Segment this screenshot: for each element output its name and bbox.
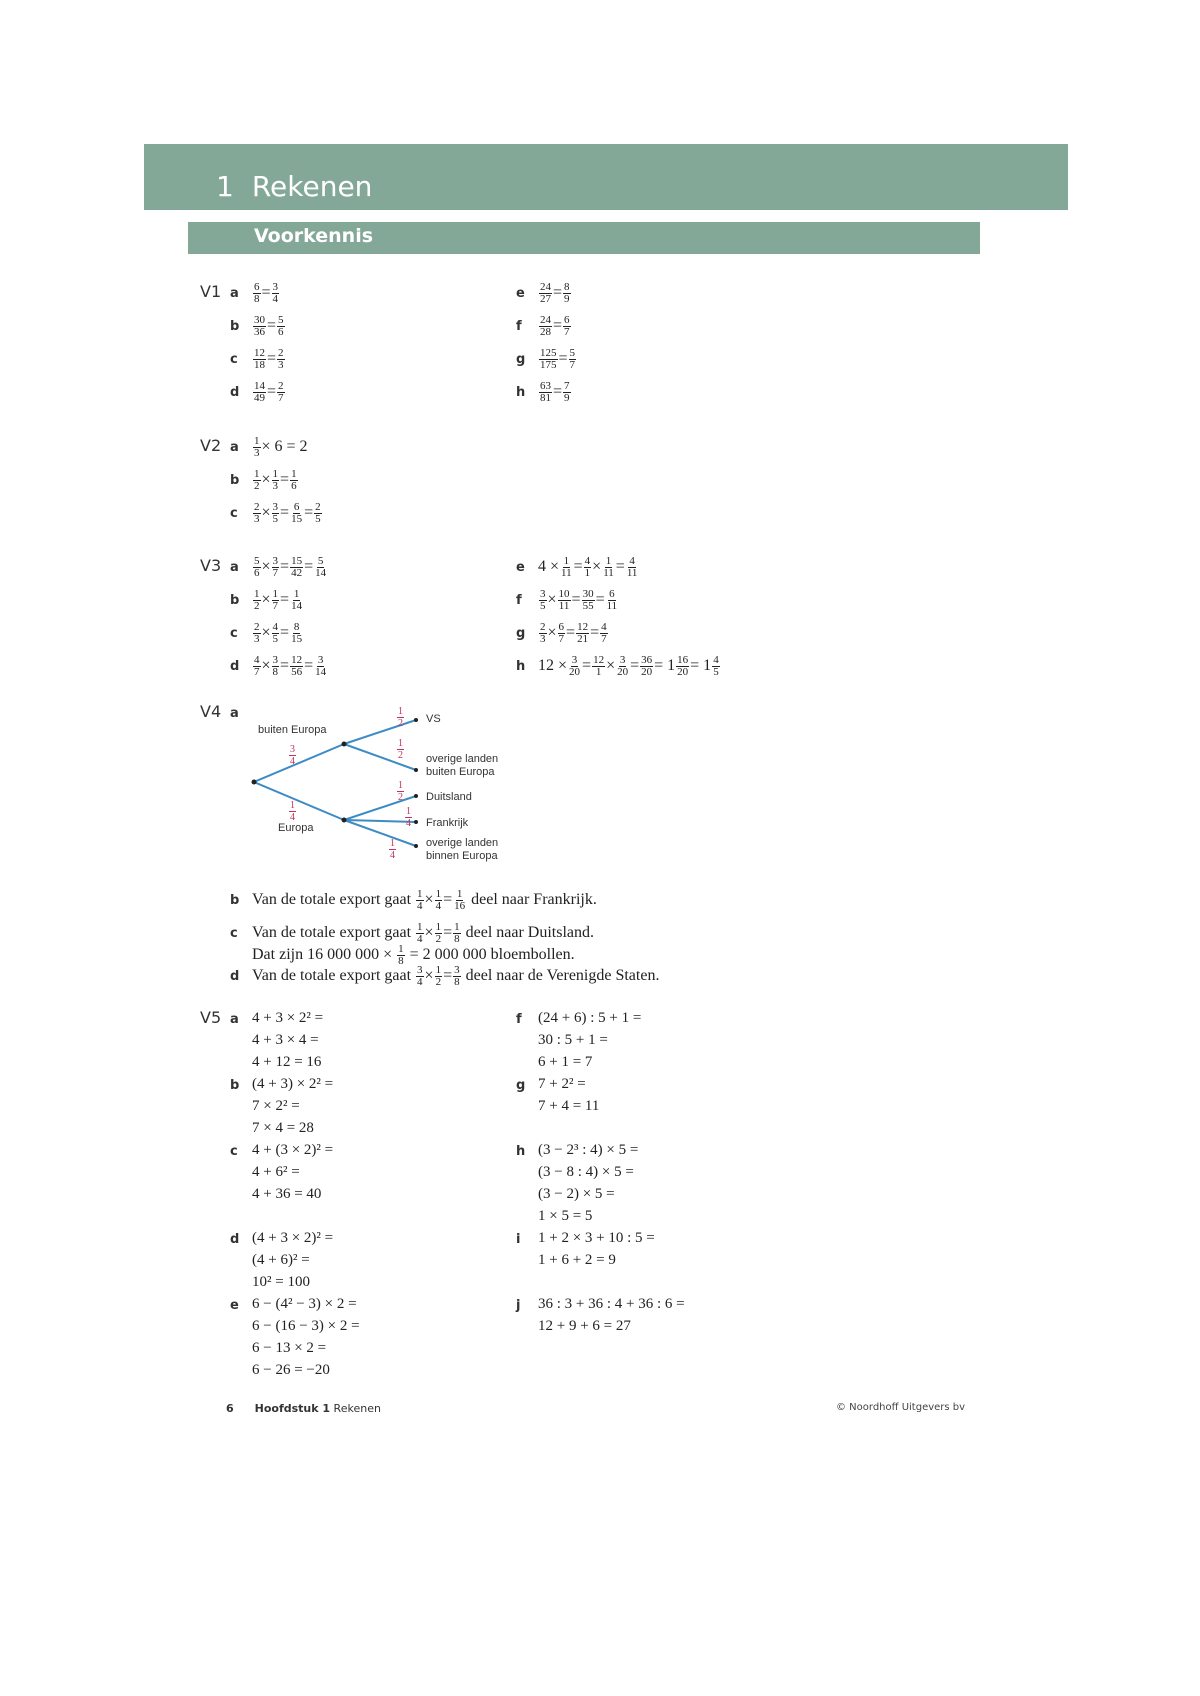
calc-line: 1 + 2 × 3 + 10 : 5 = <box>538 1230 655 1246</box>
tree-probability: 1 4 <box>406 806 411 829</box>
tree-branch <box>344 720 416 744</box>
calc-line: 12 + 9 + 6 = 27 <box>538 1318 631 1334</box>
tree-node <box>414 768 418 772</box>
item-letter: b <box>230 893 240 908</box>
question-number: V3 <box>200 556 222 575</box>
calc-line: 36 : 3 + 36 : 4 + 36 : 6 = <box>538 1296 685 1312</box>
item-letter: a <box>230 560 239 575</box>
item-letter: c <box>230 626 238 641</box>
calc-line: 7 × 4 = 28 <box>252 1120 314 1136</box>
tree-probability: 3 4 <box>290 744 295 767</box>
math-expression: $\frac{2}{3}$ × $\frac{4}{5}$ = $\frac{8}{15}$ <box>254 621 303 645</box>
tree-label-overige-binnen: overige landen binnen Europa <box>426 837 499 862</box>
chapter-title <box>216 170 390 203</box>
tree-node <box>414 820 418 824</box>
footer-chapter: Hoofdstuk 1 <box>254 1402 331 1415</box>
tree-probability: 1 2 <box>398 780 403 803</box>
tree-label-europa: Europa <box>278 822 314 834</box>
math-expression: $\frac{12}{18}$ = $\frac{2}{3}$ <box>254 347 284 371</box>
math-expression: $\frac{1}{2}$ × $\frac{1}{7}$ = $\frac{1}{14}$ <box>254 588 303 612</box>
tree-probability: 1 2 <box>398 738 403 761</box>
tree-probability: 1 4 <box>390 838 395 861</box>
calc-line: 6 − 26 = −20 <box>252 1362 330 1378</box>
item-letter: g <box>516 626 526 641</box>
math-expression: $\frac{63}{81}$ = $\frac{7}{9}$ <box>540 380 570 404</box>
item-letter: b <box>230 593 240 608</box>
calc-line: 10² = 100 <box>252 1274 310 1290</box>
item-letter: d <box>230 385 240 400</box>
calc-line: (4 + 3 × 2)² = <box>252 1230 334 1246</box>
calc-line: 4 + 6² = <box>252 1164 300 1180</box>
calc-line: (4 + 3) × 2² = <box>252 1076 334 1092</box>
item-letter: a <box>230 706 239 721</box>
chapter-number: 1 <box>216 170 234 203</box>
calc-line: (3 − 2³ : 4) × 5 = <box>538 1142 639 1158</box>
question-number: V1 <box>200 282 222 301</box>
answer-text: Dat zijn 16 000 000 × $\frac{1}{8}$ = 2 000 000 bloembollen. <box>252 943 575 967</box>
tree-node <box>414 718 418 722</box>
section-header <box>188 222 980 254</box>
tree-node <box>414 844 418 848</box>
item-letter: f <box>516 319 522 334</box>
section-title: Voorkennis <box>254 225 374 247</box>
math-expression: $\frac{3}{5}$ × $\frac{10}{11}$ = $\frac{30}{55}$ = $\frac{6}{11}$ <box>540 588 618 612</box>
answer-text: Van de totale export gaat $\frac{1}{4}$ × $\frac{1}{2}$ = $\frac{1}{8}$ deel naar Duitsland. <box>252 921 595 945</box>
tree-node <box>342 742 347 747</box>
item-letter: i <box>516 1232 521 1247</box>
tree-label-buiten-europa: buiten Europa <box>258 724 327 736</box>
calc-line: 30 : 5 + 1 = <box>538 1032 608 1048</box>
calc-line: 4 + (3 × 2)² = <box>252 1142 334 1158</box>
item-letter: a <box>230 440 239 455</box>
math-expression: $\frac{1}{3}$ × 6 = 2 <box>254 435 308 459</box>
tree-node <box>252 780 257 785</box>
item-letter: j <box>516 1298 521 1313</box>
item-letter: c <box>230 926 238 941</box>
tree-node <box>414 794 418 798</box>
item-letter: b <box>230 319 240 334</box>
tree-label-overige-buiten: overige landen buiten Europa <box>426 753 499 778</box>
calc-line: 6 − (4² − 3) × 2 = <box>252 1296 357 1312</box>
calc-line: (3 − 2) × 5 = <box>538 1186 615 1202</box>
item-letter: d <box>230 1232 240 1247</box>
math-expression: $\frac{14}{49}$ = $\frac{2}{7}$ <box>254 380 284 404</box>
item-letter: d <box>230 659 240 674</box>
item-letter: b <box>230 1078 240 1093</box>
tree-label-vs: VS <box>426 713 441 725</box>
calc-line: 4 + 36 = 40 <box>252 1186 322 1202</box>
tree-branch <box>254 782 344 820</box>
item-letter: b <box>230 473 240 488</box>
calc-line: (24 + 6) : 5 + 1 = <box>538 1010 642 1026</box>
math-expression: $\frac{24}{28}$ = $\frac{6}{7}$ <box>540 314 570 338</box>
item-letter: c <box>230 352 238 367</box>
item-letter: d <box>230 969 240 984</box>
math-expression: $\frac{30}{36}$ = $\frac{5}{6}$ <box>254 314 284 338</box>
math-expression: $\frac{24}{27}$ = $\frac{8}{9}$ <box>540 281 570 305</box>
calc-line: 7 + 2² = <box>538 1076 586 1092</box>
tree-node <box>342 818 347 823</box>
calc-line: 4 + 3 × 4 = <box>252 1032 319 1048</box>
item-letter: c <box>230 1144 238 1159</box>
math-expression: $\frac{6}{8}$ = $\frac{3}{4}$ <box>254 281 279 305</box>
question-number: V4 <box>200 702 222 721</box>
calc-line: 6 + 1 = 7 <box>538 1054 593 1070</box>
question-number: V2 <box>200 436 222 455</box>
calc-line: 6 − (16 − 3) × 2 = <box>252 1318 360 1334</box>
calc-line: 1 + 6 + 2 = 9 <box>538 1252 616 1268</box>
item-letter: f <box>516 1012 522 1027</box>
calc-line: 4 + 3 × 2² = <box>252 1010 324 1026</box>
tree-label-duitsland: Duitsland <box>426 791 472 803</box>
math-expression: 12 × $\frac{3}{20}$ = $\frac{12}{1}$ × $\frac{3}{20}$ = $\frac{36}{20}$ = 1 $\frac{16}{20}$ = 1 $\frac{4}{5}$ <box>538 654 719 678</box>
item-letter: f <box>516 593 522 608</box>
tree-branch <box>344 744 416 770</box>
calc-line: 7 + 4 = 11 <box>538 1098 600 1114</box>
math-expression: $\frac{4}{7}$ × $\frac{3}{8}$ = $\frac{12}{56}$ = $\frac{3}{14}$ <box>254 654 327 678</box>
item-letter: a <box>230 286 239 301</box>
math-expression: $\frac{2}{3}$ × $\frac{3}{5}$ = $\frac{6}{15}$ = $\frac{2}{5}$ <box>254 501 321 525</box>
calc-line: 6 − 13 × 2 = <box>252 1340 327 1356</box>
answer-text: Van de totale export gaat $\frac{3}{4}$ × $\frac{1}{2}$ = $\frac{3}{8}$ deel naar de Verenigde Staten. <box>252 964 660 988</box>
item-letter: e <box>516 286 525 301</box>
item-letter: h <box>516 659 526 674</box>
math-expression: $\frac{125}{175}$ = $\frac{5}{7}$ <box>540 347 576 371</box>
item-letter: a <box>230 1012 239 1027</box>
tree-probability: 1 2 <box>398 706 403 729</box>
calc-line: (4 + 6)² = <box>252 1252 310 1268</box>
calc-line: 1 × 5 = 5 <box>538 1208 593 1224</box>
item-letter: h <box>516 385 526 400</box>
item-letter: g <box>516 352 526 367</box>
item-letter: g <box>516 1078 526 1093</box>
answer-text: Van de totale export gaat $\frac{1}{4}$ × $\frac{1}{4}$ = $\frac{1}{16}$ deel naar Frankrijk. <box>252 888 597 912</box>
chapter-header <box>144 144 1068 210</box>
copyright: © Noordhoff Uitgevers bv <box>836 1402 966 1413</box>
item-letter: h <box>516 1144 526 1159</box>
math-expression: 4 × $\frac{1}{11}$ = $\frac{4}{1}$ × $\frac{1}{11}$ = $\frac{4}{11}$ <box>538 555 638 579</box>
math-expression: $\frac{5}{6}$ × $\frac{3}{7}$ = $\frac{15}{42}$ = $\frac{5}{14}$ <box>254 555 327 579</box>
tree-branch <box>254 744 344 782</box>
question-number: V5 <box>200 1008 222 1027</box>
page-number: 6 <box>226 1402 234 1415</box>
math-expression: $\frac{1}{2}$ × $\frac{1}{3}$ = $\frac{1}{6}$ <box>254 468 297 492</box>
tree-label-frankrijk: Frankrijk <box>426 817 469 829</box>
item-letter: e <box>230 1298 239 1313</box>
footer-chapter-title: Rekenen <box>330 1402 381 1415</box>
page-footer <box>226 1402 381 1415</box>
calc-line: 7 × 2² = <box>252 1098 300 1114</box>
chapter-title-text: Rekenen <box>251 170 373 203</box>
tree-probability: 1 4 <box>290 800 295 823</box>
item-letter: c <box>230 506 238 521</box>
calc-line: (3 − 8 : 4) × 5 = <box>538 1164 634 1180</box>
calc-line: 4 + 12 = 16 <box>252 1054 322 1070</box>
item-letter: e <box>516 560 525 575</box>
math-expression: $\frac{2}{3}$ × $\frac{6}{7}$ = $\frac{12}{21}$ = $\frac{4}{7}$ <box>540 621 607 645</box>
